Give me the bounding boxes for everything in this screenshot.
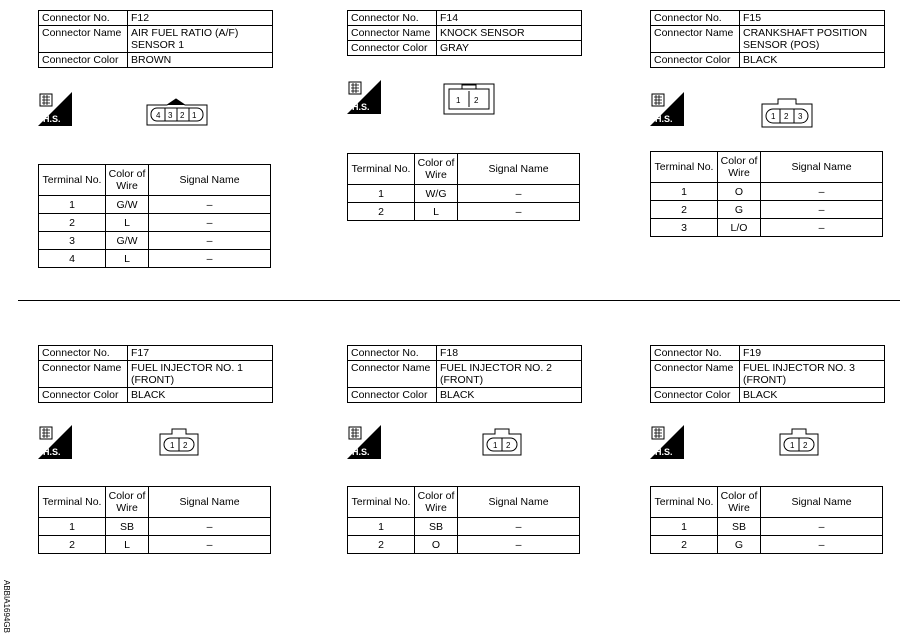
hs-label: H.S. [352, 102, 370, 112]
connector-no-value: F14 [437, 11, 582, 26]
connector-block-f18 [347, 345, 582, 551]
connector-no-label: Connector No. [651, 11, 740, 26]
table-row: 3 G/W – [39, 232, 271, 250]
connector-name-line2: SENSOR 1 [131, 39, 185, 51]
connector-no-value: F17 [128, 346, 273, 361]
connector-face-diagram [442, 82, 496, 116]
table-row: 2 L – [39, 536, 271, 554]
table-row: 1 SB – [39, 518, 271, 536]
wire-color-header: Color of Wire [106, 165, 149, 196]
connector-name-value: FUEL INJECTOR NO. 1 (FRONT) [128, 361, 273, 388]
connector-face-diagram [481, 427, 523, 457]
connector-no-value: F15 [740, 11, 885, 26]
connector-color-label: Connector Color [651, 53, 740, 68]
connector-name-line1: AIR FUEL RATIO (A/F) [131, 27, 239, 39]
table-row: 3 L/O – [651, 219, 883, 237]
connector-no-label: Connector No. [348, 346, 437, 361]
hs-harness-side-icon [347, 80, 381, 114]
connector-no-label: Connector No. [651, 346, 740, 361]
connector-color-label: Connector Color [348, 41, 437, 56]
connector-color-label: Connector Color [651, 388, 740, 403]
pin-label: 1 [493, 441, 498, 450]
section-divider [18, 300, 900, 301]
connector-name-label: Connector Name [348, 26, 437, 41]
connector-info-table [38, 10, 273, 68]
terminal-no-header: Terminal No. [39, 487, 106, 518]
connector-name-label: Connector Name [39, 361, 128, 388]
table-row: 4 L – [39, 250, 271, 268]
terminal-no-header: Terminal No. [651, 487, 718, 518]
pin-label: 1 [771, 112, 776, 121]
signal-name-header: Signal Name [761, 487, 883, 518]
terminal-no-header: Terminal No. [348, 154, 415, 185]
connector-name-value [128, 26, 273, 53]
connector-color-value: BLACK [740, 388, 885, 403]
connector-block-f19 [650, 345, 885, 551]
hs-label: H.S. [43, 114, 61, 124]
hs-label: H.S. [43, 447, 61, 457]
connector-color-label: Connector Color [39, 53, 128, 68]
connector-name-label: Connector Name [348, 361, 437, 388]
connector-color-label: Connector Color [348, 388, 437, 403]
wire-color-header: Color of Wire [415, 154, 458, 185]
signal-name-header: Signal Name [761, 152, 883, 183]
connector-face-diagram [143, 96, 213, 128]
connector-name-value: CRANKSHAFT POSITION SENSOR (POS) [740, 26, 885, 53]
table-row: 1 O – [651, 183, 883, 201]
pin-label: 1 [790, 441, 795, 450]
signal-name-header: Signal Name [149, 165, 271, 196]
connector-face-diagram [760, 96, 814, 130]
hs-harness-side-icon [347, 425, 381, 459]
connector-face-diagram [158, 427, 200, 457]
hs-label: H.S. [655, 114, 673, 124]
table-row: 2 L – [39, 214, 271, 232]
figure-id-label: ABBIA1694GB [2, 580, 11, 633]
terminal-table [347, 486, 580, 554]
connector-block-f14 [347, 10, 582, 218]
connector-color-label: Connector Color [39, 388, 128, 403]
connector-no-value: F19 [740, 346, 885, 361]
pin-label: 2 [183, 441, 188, 450]
connector-face-diagram [778, 427, 820, 457]
pin-label: 4 [156, 111, 161, 120]
table-row: 1 SB – [348, 518, 580, 536]
pin-label: 3 [798, 112, 803, 121]
connector-no-label: Connector No. [39, 11, 128, 26]
signal-name-header: Signal Name [458, 487, 580, 518]
connector-block-f17 [38, 345, 273, 551]
connector-block-f12 [38, 10, 273, 265]
wire-color-header: Color of Wire [415, 487, 458, 518]
connector-no-label: Connector No. [39, 346, 128, 361]
table-row: 2 G – [651, 201, 883, 219]
terminal-no-header: Terminal No. [348, 487, 415, 518]
pin-label: 3 [168, 111, 173, 120]
table-row: 2 G – [651, 536, 883, 554]
connector-color-value: BLACK [740, 53, 885, 68]
connector-name-label: Connector Name [651, 361, 740, 388]
connector-color-value: BLACK [437, 388, 582, 403]
hs-harness-side-icon [650, 92, 684, 126]
hs-harness-side-icon [650, 425, 684, 459]
terminal-no-header: Terminal No. [39, 165, 106, 196]
terminal-table [650, 151, 883, 237]
connector-name-label: Connector Name [651, 26, 740, 53]
hs-harness-side-icon [38, 92, 72, 126]
connector-name-value: FUEL INJECTOR NO. 2 (FRONT) [437, 361, 582, 388]
hs-label: H.S. [352, 447, 370, 457]
signal-name-header: Signal Name [458, 154, 580, 185]
connector-no-label: Connector No. [348, 11, 437, 26]
connector-info-table [650, 345, 885, 403]
connector-color-value: BLACK [128, 388, 273, 403]
hs-label: H.S. [655, 447, 673, 457]
pin-label: 2 [803, 441, 808, 450]
wire-color-header: Color of Wire [718, 487, 761, 518]
connector-name-value: KNOCK SENSOR [437, 26, 582, 41]
pin-label: 1 [456, 96, 461, 105]
terminal-table [38, 164, 271, 268]
connector-info-table [650, 10, 885, 68]
terminal-table [650, 486, 883, 554]
table-row: 1 SB – [651, 518, 883, 536]
signal-name-header: Signal Name [149, 487, 271, 518]
connector-name-value: FUEL INJECTOR NO. 3 (FRONT) [740, 361, 885, 388]
connector-info-table [347, 345, 582, 403]
connector-block-f15 [650, 10, 885, 234]
terminal-table [347, 153, 580, 221]
pin-label: 1 [192, 111, 197, 120]
connector-name-label: Connector Name [39, 26, 128, 53]
pin-label: 1 [170, 441, 175, 450]
table-row: 2 O – [348, 536, 580, 554]
pin-label: 2 [474, 96, 479, 105]
pin-label: 2 [180, 111, 185, 120]
wire-color-header: Color of Wire [106, 487, 149, 518]
table-row: 1 G/W – [39, 196, 271, 214]
connector-no-value: F12 [128, 11, 273, 26]
connector-color-value: BROWN [128, 53, 273, 68]
connector-info-table [38, 345, 273, 403]
pin-label: 2 [506, 441, 511, 450]
terminal-no-header: Terminal No. [651, 152, 718, 183]
hs-harness-side-icon [38, 425, 72, 459]
table-row: 1 W/G – [348, 185, 580, 203]
wire-color-header: Color of Wire [718, 152, 761, 183]
connector-no-value: F18 [437, 346, 582, 361]
pin-label: 2 [784, 112, 789, 121]
connector-color-value: GRAY [437, 41, 582, 56]
table-row: 2 L – [348, 203, 580, 221]
terminal-table [38, 486, 271, 554]
connector-info-table [347, 10, 582, 56]
